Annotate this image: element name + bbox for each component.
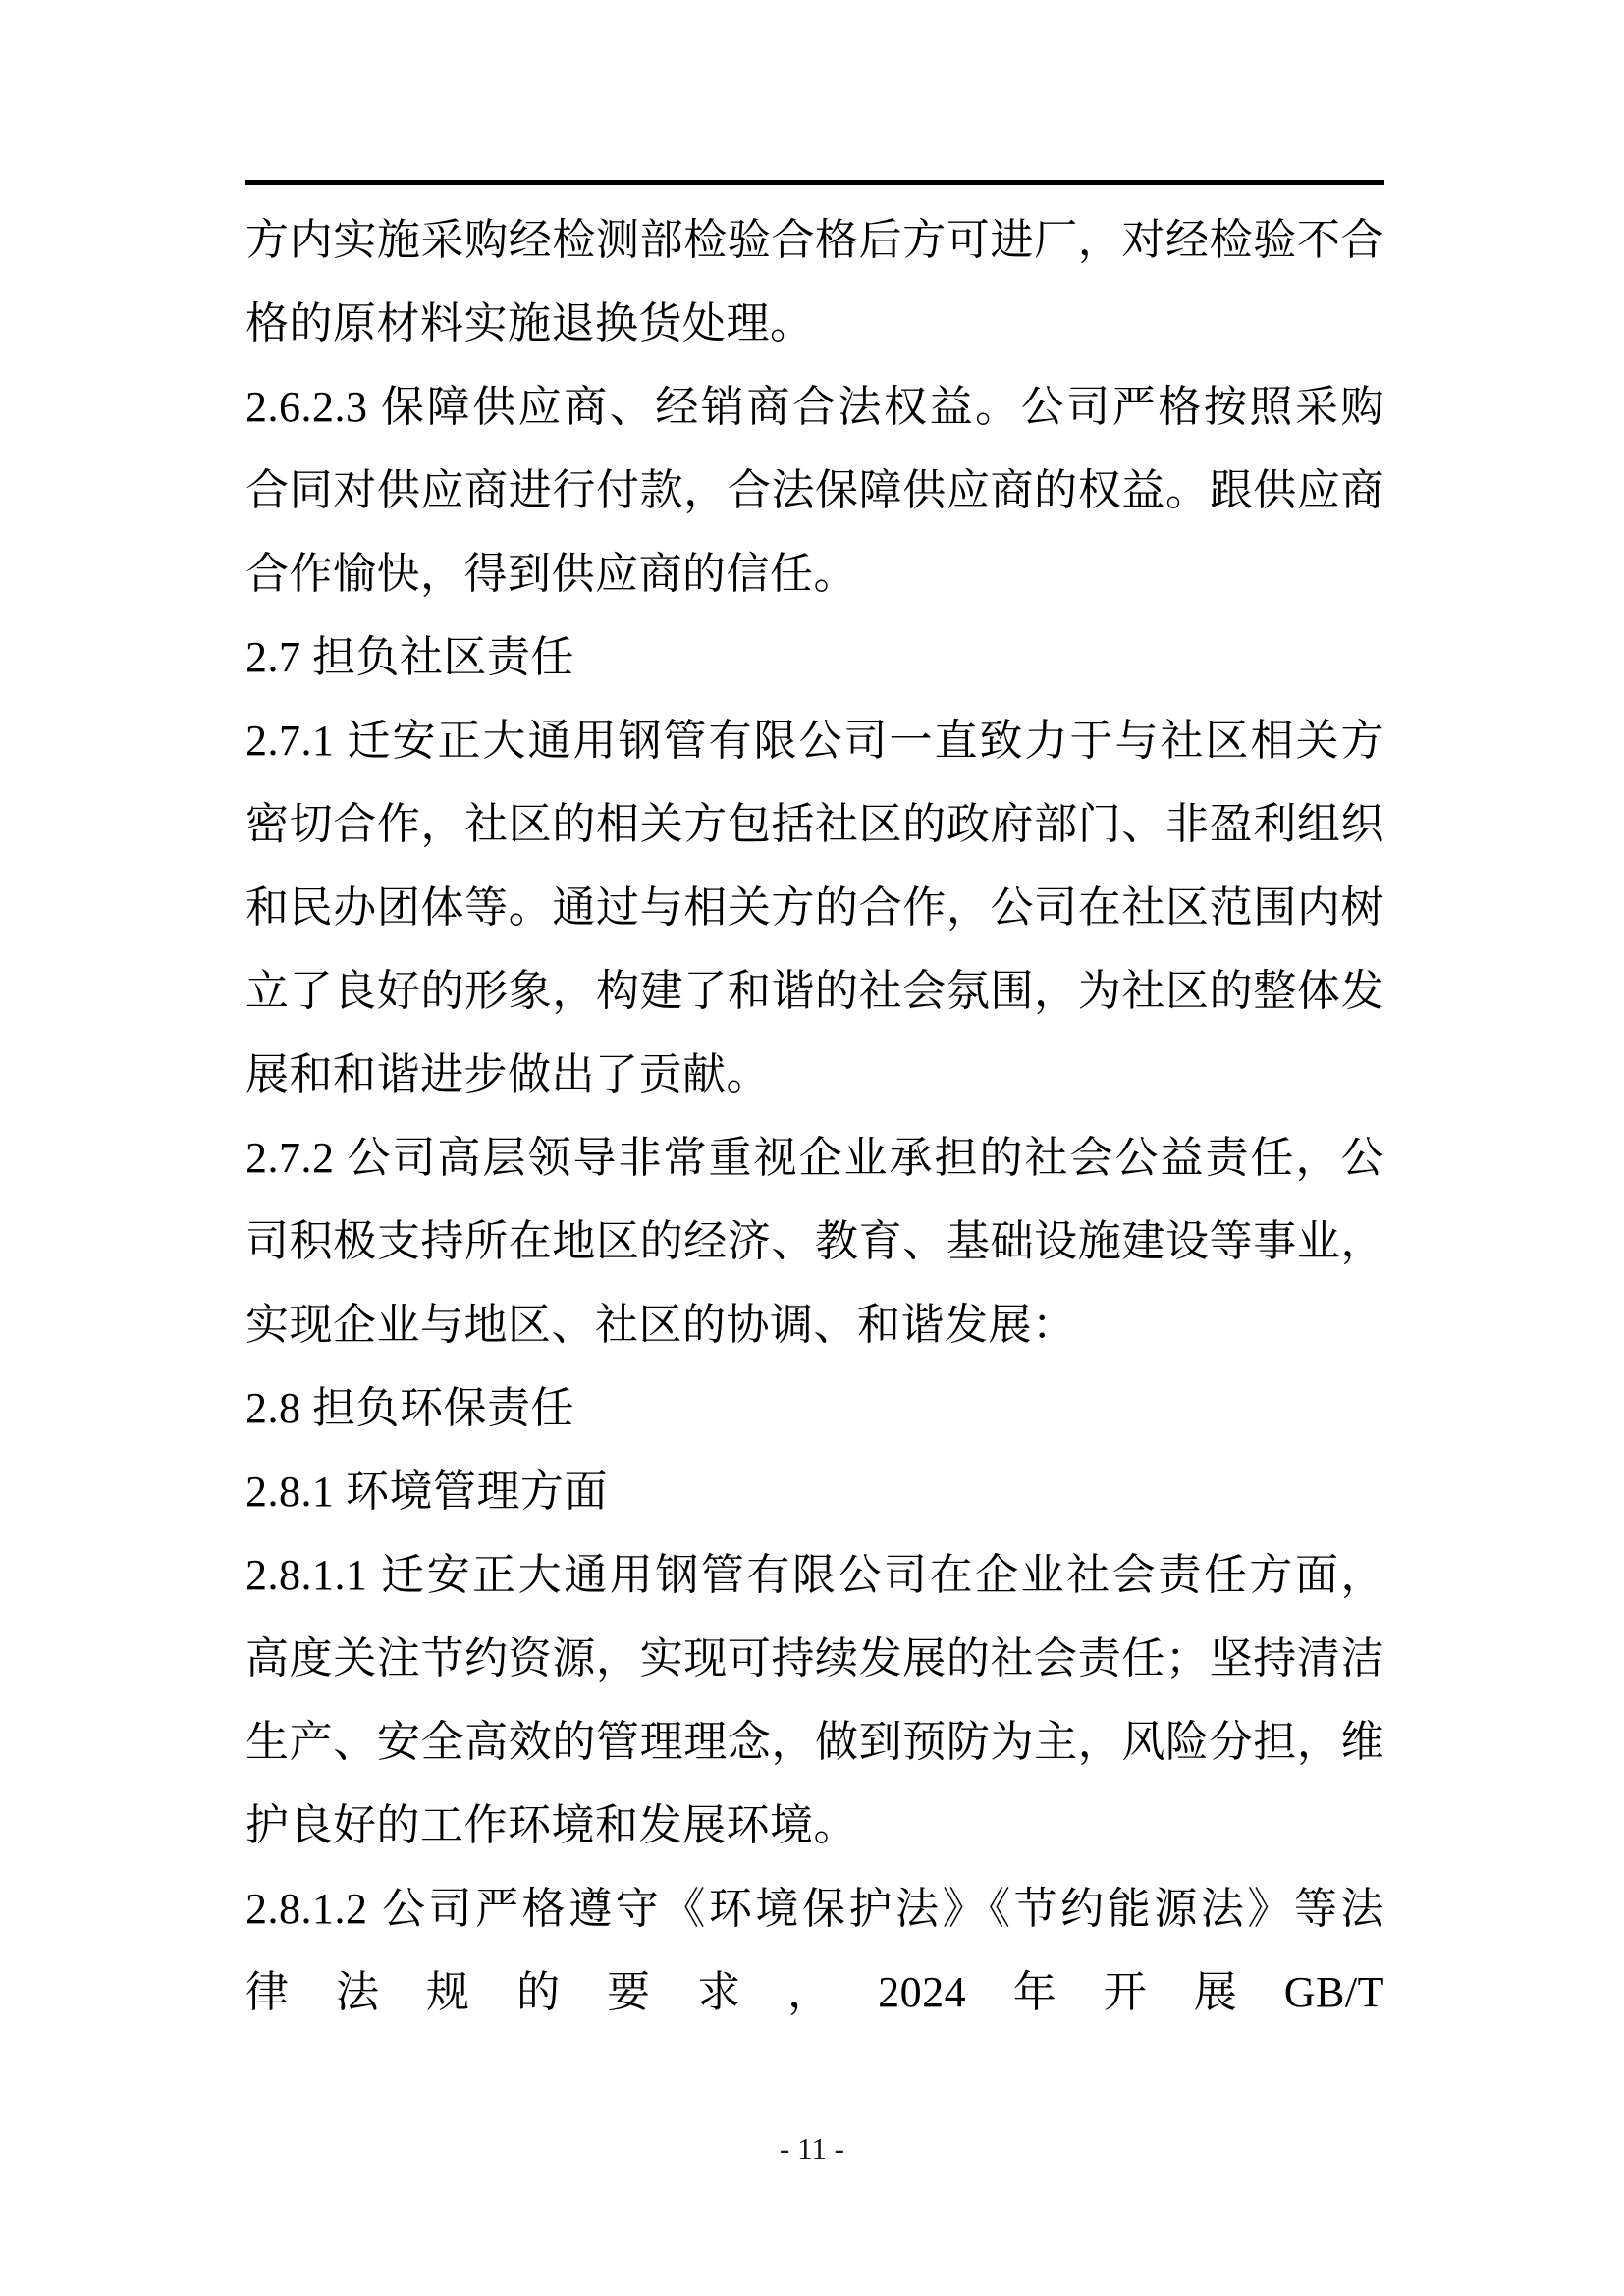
body-text-line: 展和和谐进步做出了贡献。 — [245, 1050, 770, 1098]
section-heading-line: 2.8 担负环保责任 — [245, 1384, 574, 1432]
body-text-line: 律法规的要求，2024年开展GB/T — [245, 1968, 1384, 2016]
section-heading-line: 2.7 担负社区责任 — [245, 633, 574, 681]
body-text-line: 格的原材料实施退换货处理。 — [245, 299, 814, 347]
body-text-line: 密切合作，社区的相关方包括社区的政府部门、非盈利组织 — [245, 800, 1384, 848]
body-text-line: 2.6.2.3 保障供应商、经销商合法权益。公司严格按照采购 — [245, 383, 1384, 431]
section-heading-line: 2.8.1 环境管理方面 — [245, 1468, 608, 1516]
body-text-line: 2.7.2 公司高层领导非常重视企业承担的社会公益责任，公 — [245, 1134, 1384, 1182]
body-text-line: 合作愉快，得到供应商的信任。 — [245, 550, 857, 598]
body-text-line: 实现企业与地区、社区的协调、和谐发展： — [245, 1301, 1076, 1349]
body-text-line: 2.8.1.2 公司严格遵守《环境保护法》《节约能源法》等法 — [245, 1885, 1384, 1933]
body-text-line: 2.7.1 迁安正大通用钢管有限公司一直致力于与社区相关方 — [245, 717, 1384, 765]
body-text-line: 和民办团体等。通过与相关方的合作，公司在社区范围内树 — [245, 883, 1384, 932]
body-text-line: 生产、安全高效的管理理念，做到预防为主，风险分担，维 — [245, 1718, 1384, 1766]
body-text-block — [245, 198, 1384, 2034]
body-text-line: 高度关注节约资源，实现可持续发展的社会责任；坚持清洁 — [245, 1634, 1384, 1682]
body-text-line: 方内实施采购经检测部检验合格后方可进厂，对经检验不合 — [245, 216, 1384, 264]
header-rule — [245, 180, 1384, 185]
body-text-line: 立了良好的形象，构建了和谐的社会氛围，为社区的整体发 — [245, 967, 1384, 1015]
body-text-line: 护良好的工作环境和发展环境。 — [245, 1801, 857, 1849]
body-text-line: 2.8.1.1 迁安正大通用钢管有限公司在企业社会责任方面， — [245, 1551, 1384, 1599]
page-number: - 11 - — [780, 2131, 844, 2165]
body-text-line: 司积极支持所在地区的经济、教育、基础设施建设等事业， — [245, 1217, 1384, 1265]
body-text-line: 合同对供应商进行付款，合法保障供应商的权益。跟供应商 — [245, 466, 1384, 514]
